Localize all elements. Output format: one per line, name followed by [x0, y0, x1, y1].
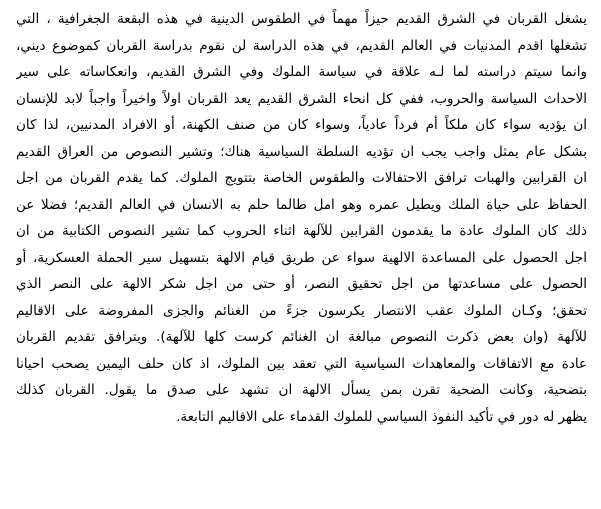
text-line: عادة مع الاتفاقات والمعاهدات السياسية التي تعقد بين الملوك، اذ كان حلف اليمين يصحب احيانا	[16, 355, 587, 372]
text-line: تشغلها اقدم المدنيات في العالم القديم، في هذه الدراسة لن نقوم بدراسة القربان كموضوع ديني،	[16, 37, 587, 54]
text-line: الاحداث السياسة والحروب، ففي كل انحاء الشرق القديم يعد القربان اولاً واخيراً واجباً لابد للإنسان	[16, 90, 587, 107]
text-line: بشكل عام يمثل واجب يجب ان تؤديه السلطة السياسية هناك؛ وتشير النصوص من العراق القديم	[16, 143, 587, 160]
text-line: وانما سيتم دراسته لما لـه علاقة في سياسة الملوك وفي الشرق القديم، وانعكاساته على سير	[16, 64, 587, 80]
text-line: تحقق؛ وكـان الملوك عقب الانتصار يكرسون جزءً من الغنائم والجزى المفروضة على الاقاليم	[16, 302, 587, 319]
text-line: ان يؤديه سواء كان ملكاً أم فرداً عادياً، وسواء كان من صنف الكهنة، أو الافراد المدنيين، لذا كان	[16, 117, 587, 133]
text-line-last: يظهر له دور في تأكيد النفوذ السياسي للملوك القدماء على الاقاليم التابعة.	[176, 408, 587, 425]
text-line: الحصول على مساعدتها من اجل تحقيق النصر، أو حتى من اجل شكر الالهة على النصر الذي	[16, 276, 587, 292]
text-line: ذلك كان الملوك عادة ما يقدمون القرابين للآلهة اثناء الحروب كما تشير النصوص الكتابية من ان	[16, 223, 587, 239]
text-line: ان القرابين والهبات ترافق الاحتفالات والطقوس الخاصة بتتويج الملوك. كما يقدم القربان من اجل	[16, 170, 587, 186]
paragraph	[16, 6, 587, 430]
text-line: اجل الحصول على المساعدة الالهية سواء عن طريق قيام الالهة بتسهيل سير الحملة العسكرية، أو	[16, 249, 587, 266]
text-line: يشغل القربان في الشرق القديم حيزاً مهماً في الطقوس الدينية في هذه البقعة الجغرافية ، التي	[16, 11, 587, 27]
text-line: الحفاظ على حياة الملك ويطيل عمره وهو امل طالما حلم به الانسان في العالم القديم؛ فضلا عن	[16, 196, 587, 213]
text-line: بتضحية، وكانت الضحية تقرن بمن يسأل الالهة ان تشهد على صدق ما يقول. القربان كذلك	[16, 382, 587, 398]
text-line: للآلهة (وان بعض ذكرت النصوص مبالغة ان الغنائم كرست كلها للآلهة). ويترافق تقديم القربان	[16, 329, 587, 345]
